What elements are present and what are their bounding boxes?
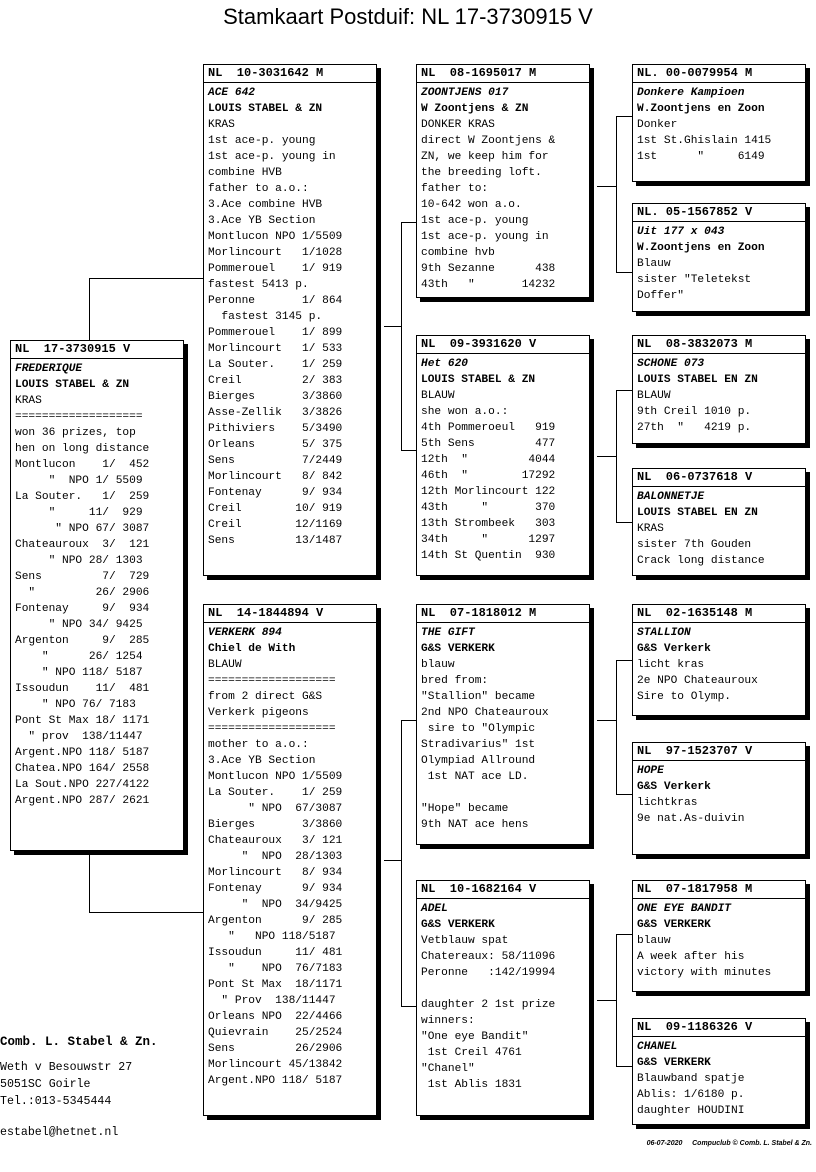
pigeon-name: ACE 642 bbox=[208, 87, 255, 99]
info-line: 13th Strombeek 303 bbox=[421, 518, 556, 530]
info-line: Montlucon 1/ 452 bbox=[15, 459, 150, 471]
pigeon-card-ff-father bbox=[632, 64, 806, 182]
info-line: 1st St.Ghislain 1415 bbox=[637, 135, 772, 147]
info-line: Bierges 3/3860 bbox=[208, 391, 343, 403]
info-line: Issoudun 11/ 481 bbox=[15, 683, 150, 695]
info-line: 5th Sens 477 bbox=[421, 438, 556, 450]
info-line: " 26/ 1254 bbox=[15, 651, 143, 663]
connector bbox=[89, 278, 90, 340]
info-line: fastest 3145 p. bbox=[208, 311, 323, 323]
connector bbox=[597, 186, 616, 187]
info-line: Vetblauw spat bbox=[421, 935, 509, 947]
info-line: Sens 26/2906 bbox=[208, 1043, 343, 1055]
pigeon-name: ZOONTJENS 017 bbox=[421, 87, 509, 99]
info-line: "One eye Bandit" bbox=[421, 1031, 529, 1043]
breeder-name: W Zoontjens & ZN bbox=[421, 103, 529, 115]
info-line: Olympiad Allround bbox=[421, 755, 536, 767]
info-line: Pommerouel 1/ 919 bbox=[208, 263, 343, 275]
connector bbox=[616, 390, 617, 522]
info-line: Morlincourt 45/13842 bbox=[208, 1059, 343, 1071]
ring-number: NL 17-3730915 V bbox=[11, 341, 183, 359]
info-line: Ablis: 1/6180 p. bbox=[637, 1089, 745, 1101]
owner-name: Comb. L. Stabel & Zn. bbox=[0, 1035, 158, 1049]
info-line: La Sout.NPO 227/4122 bbox=[15, 779, 150, 791]
connector bbox=[401, 222, 402, 450]
info-line: BLAUW bbox=[208, 659, 242, 671]
pigeon-card-father bbox=[203, 64, 377, 576]
ring-number: NL 09-3931620 V bbox=[417, 336, 589, 354]
info-line: winners: bbox=[421, 1015, 475, 1027]
info-line: 9th Sezanne 438 bbox=[421, 263, 556, 275]
info-line: 1st ace-p. young in bbox=[421, 231, 549, 243]
info-line: 9th NAT ace hens bbox=[421, 819, 529, 831]
info-line: Argent.NPO 118/ 5187 bbox=[208, 1075, 343, 1087]
info-line: direct W Zoontjens & bbox=[421, 135, 556, 147]
info-line: " NPO 67/ 3087 bbox=[15, 523, 150, 535]
info-line: Peronne :142/19994 bbox=[421, 967, 556, 979]
info-line: lichtkras bbox=[637, 797, 698, 809]
pigeon-card-fm-mother bbox=[632, 468, 806, 576]
info-line: Argent.NPO 287/ 2621 bbox=[15, 795, 150, 807]
pigeon-card-mother bbox=[203, 604, 377, 1116]
info-line: Asse-Zellik 3/3826 bbox=[208, 407, 343, 419]
info-line: " Prov 138/11447 bbox=[208, 995, 336, 1007]
info-line: daughter HOUDINI bbox=[637, 1105, 745, 1117]
info-line: Blauwband spatje bbox=[637, 1073, 745, 1085]
owner-tel: Tel.:013-5345444 bbox=[0, 1095, 112, 1108]
breeder-name: G&S VERKERK bbox=[637, 1057, 711, 1069]
info-line: 10-642 won a.o. bbox=[421, 199, 522, 211]
info-line: Argenton 9/ 285 bbox=[208, 915, 343, 927]
connector bbox=[384, 860, 401, 861]
pigeon-name: SCHONE 073 bbox=[637, 358, 705, 370]
connector bbox=[89, 912, 204, 913]
info-line: Pont St Max 18/1171 bbox=[208, 979, 343, 991]
footer bbox=[647, 1140, 812, 1147]
info-line: 12th " 4044 bbox=[421, 454, 556, 466]
info-line: Verkerk pigeons bbox=[208, 707, 309, 719]
pigeon-card-father-mother bbox=[416, 335, 590, 576]
info-line: Pithiviers 5/3490 bbox=[208, 423, 343, 435]
pigeon-card-mm-father bbox=[632, 880, 806, 992]
info-line: 3.Ace combine HVB bbox=[208, 199, 323, 211]
info-line: Fontenay 9/ 934 bbox=[208, 487, 343, 499]
info-line: BLAUW bbox=[637, 390, 671, 402]
pigeon-name: ADEL bbox=[421, 903, 448, 915]
pigeon-name: CHANEL bbox=[637, 1041, 678, 1053]
info-line: daughter 2 1st prize bbox=[421, 999, 556, 1011]
info-line: Issoudun 11/ 481 bbox=[208, 947, 343, 959]
ring-number: NL 10-3031642 M bbox=[204, 65, 376, 83]
info-line: hen on long distance bbox=[15, 443, 150, 455]
ring-number: NL 09-1186326 V bbox=[633, 1019, 805, 1037]
connector bbox=[401, 720, 402, 1006]
info-line: DONKER KRAS bbox=[421, 119, 495, 131]
info-line: 4th Pommeroeul 919 bbox=[421, 422, 556, 434]
info-line: from 2 direct G&S bbox=[208, 691, 323, 703]
info-line: fastest 5413 p. bbox=[208, 279, 309, 291]
info-line: blauw bbox=[637, 935, 671, 947]
info-line: Chateauroux 3/ 121 bbox=[208, 835, 343, 847]
info-line: " NPO 76/7183 bbox=[208, 963, 343, 975]
info-line: "Hope" became bbox=[421, 803, 509, 815]
breeder-name: G&S VERKERK bbox=[421, 919, 495, 931]
breeder-name: LOUIS STABEL & ZN bbox=[15, 379, 130, 391]
info-line: Crack long distance bbox=[637, 555, 765, 567]
connector bbox=[401, 450, 417, 451]
info-line: Donker bbox=[637, 119, 678, 131]
pigeon-name: HOPE bbox=[637, 765, 664, 777]
connector bbox=[401, 720, 417, 721]
info-line: " NPO 118/ 5187 bbox=[15, 667, 143, 679]
info-line: 2nd NPO Chateauroux bbox=[421, 707, 549, 719]
info-line: 14th St Quentin 930 bbox=[421, 550, 556, 562]
info-line: licht kras bbox=[637, 659, 705, 671]
ring-number: NL 07-1817958 M bbox=[633, 881, 805, 899]
info-line: Bierges 3/3860 bbox=[208, 819, 343, 831]
info-line: Morlincourt 1/ 533 bbox=[208, 343, 343, 355]
pigeon-name: BALONNETJE bbox=[637, 491, 705, 503]
info-line: mother to a.o.: bbox=[208, 739, 309, 751]
ring-number: NL 08-1695017 M bbox=[417, 65, 589, 83]
info-line: 1st ace-p. young in bbox=[208, 151, 336, 163]
info-line: " prov 138/11447 bbox=[15, 731, 143, 743]
info-line: combine hvb bbox=[421, 247, 495, 259]
pigeon-card-mother-mother bbox=[416, 880, 590, 1116]
info-line: Creil 10/ 919 bbox=[208, 503, 343, 515]
connector bbox=[616, 116, 617, 272]
info-line bbox=[421, 981, 585, 997]
info-line: 27th " 4219 p. bbox=[637, 422, 752, 434]
owner-address: Weth v Besouwstr 27 bbox=[0, 1061, 133, 1074]
connector bbox=[597, 1000, 616, 1001]
pigeon-card-mm-mother bbox=[632, 1018, 806, 1125]
info-line: KRAS bbox=[208, 119, 235, 131]
ring-number: NL. 05-1567852 V bbox=[633, 204, 805, 222]
info-line: BLAUW bbox=[421, 390, 455, 402]
info-line: 1st Ablis 1831 bbox=[421, 1079, 522, 1091]
info-line: sire to "Olympic bbox=[421, 723, 536, 735]
pigeon-card-mf-mother bbox=[632, 742, 806, 855]
info-line: Creil 12/1169 bbox=[208, 519, 343, 531]
pigeon-name: THE GIFT bbox=[421, 627, 475, 639]
pigeon-card-ff-mother bbox=[632, 203, 806, 312]
pigeon-card-main bbox=[10, 340, 184, 851]
breeder-name: Chiel de With bbox=[208, 643, 296, 655]
info-line: La Souter. 1/ 259 bbox=[208, 359, 343, 371]
info-line: 3.Ace YB Section bbox=[208, 755, 316, 767]
info-line: 9e nat.As-duivin bbox=[637, 813, 745, 825]
info-line: Chatea.NPO 164/ 2558 bbox=[15, 763, 150, 775]
info-line: Morlincourt 1/1028 bbox=[208, 247, 343, 259]
page-title: Stamkaart Postduif: NL 17-3730915 V bbox=[223, 4, 593, 29]
info-line: sister 7th Gouden bbox=[637, 539, 752, 551]
info-line: 1st ace-p. young bbox=[208, 135, 316, 147]
info-line: Fontenay 9/ 934 bbox=[208, 883, 343, 895]
connector bbox=[616, 934, 617, 1066]
info-line: 1st ace-p. young bbox=[421, 215, 529, 227]
owner-block bbox=[0, 1034, 158, 1141]
info-line: ZN, we keep him for bbox=[421, 151, 549, 163]
connector bbox=[384, 326, 401, 327]
info-line: Creil 2/ 383 bbox=[208, 375, 343, 387]
info-line: =================== bbox=[15, 411, 143, 423]
info-line: La Souter. 1/ 259 bbox=[208, 787, 343, 799]
info-line: " NPO 1/ 5509 bbox=[15, 475, 143, 487]
info-line: " NPO 34/9425 bbox=[208, 899, 343, 911]
ring-number: NL. 00-0079954 M bbox=[633, 65, 805, 83]
info-line: father to a.o.: bbox=[208, 183, 309, 195]
info-line: Blauw bbox=[637, 258, 671, 270]
info-line: 2e NPO Chateauroux bbox=[637, 675, 758, 687]
info-line: Sens 13/1487 bbox=[208, 535, 343, 547]
info-line: Morlincourt 8/ 842 bbox=[208, 471, 343, 483]
info-line: Argenton 9/ 285 bbox=[15, 635, 150, 647]
info-line: " 11/ 929 bbox=[15, 507, 143, 519]
ring-number: NL 02-1635148 M bbox=[633, 605, 805, 623]
connector bbox=[597, 456, 616, 457]
info-line: combine HVB bbox=[208, 167, 282, 179]
info-line: victory with minutes bbox=[637, 967, 772, 979]
info-line: 43th " 14232 bbox=[421, 279, 556, 291]
info-line: 46th " 17292 bbox=[421, 470, 556, 482]
info-line: A week after his bbox=[637, 951, 745, 963]
connector bbox=[616, 794, 632, 795]
pigeon-name: STALLION bbox=[637, 627, 691, 639]
footer-date: 06-07-2020 bbox=[646, 1140, 683, 1147]
info-line: Pommerouel 1/ 899 bbox=[208, 327, 343, 339]
info-line: Fontenay 9/ 934 bbox=[15, 603, 150, 615]
info-line: Sire to Olymp. bbox=[637, 691, 731, 703]
pigeon-name: Donkere Kampioen bbox=[637, 87, 745, 99]
connector bbox=[616, 390, 632, 391]
breeder-name: G&S Verkerk bbox=[637, 781, 711, 793]
breeder-name: W.Zoontjens en Zoon bbox=[637, 103, 765, 115]
info-line: 9th Creil 1010 p. bbox=[637, 406, 752, 418]
info-line: 1st Creil 4761 bbox=[421, 1047, 522, 1059]
connector bbox=[616, 660, 617, 794]
pigeon-card-mf-father bbox=[632, 604, 806, 716]
owner-email: estabel@hetnet.nl bbox=[0, 1126, 119, 1139]
connector bbox=[89, 851, 90, 912]
owner-city: 5051SC Goirle bbox=[0, 1078, 91, 1091]
connector bbox=[597, 720, 616, 721]
info-line: Chateauroux 3/ 121 bbox=[15, 539, 150, 551]
info-line: " NPO 118/5187 bbox=[208, 931, 336, 943]
pigeon-name: Het 620 bbox=[421, 358, 468, 370]
pigeon-name: ONE EYE BANDIT bbox=[637, 903, 731, 915]
breeder-name: G&S VERKERK bbox=[637, 919, 711, 931]
info-line: 1st " 6149 bbox=[637, 151, 765, 163]
info-line: " 26/ 2906 bbox=[15, 587, 150, 599]
info-line: Sens 7/2449 bbox=[208, 455, 343, 467]
connector bbox=[616, 934, 632, 935]
info-line: La Souter. 1/ 259 bbox=[15, 491, 150, 503]
info-line: Pont St Max 18/ 1171 bbox=[15, 715, 150, 727]
breeder-name: LOUIS STABEL EN ZN bbox=[637, 374, 758, 386]
info-line: " NPO 28/1303 bbox=[208, 851, 343, 863]
info-line: blauw bbox=[421, 659, 455, 671]
info-line: Stradivarius" 1st bbox=[421, 739, 536, 751]
pigeon-name: VERKERK 894 bbox=[208, 627, 282, 639]
info-line bbox=[421, 785, 585, 801]
connector bbox=[616, 116, 632, 117]
info-line: Quievrain 25/2524 bbox=[208, 1027, 343, 1039]
info-line: Doffer" bbox=[637, 290, 684, 302]
info-line: won 36 prizes, top bbox=[15, 427, 136, 439]
pigeon-card-father-father bbox=[416, 64, 590, 298]
breeder-name: LOUIS STABEL EN ZN bbox=[637, 507, 758, 519]
info-line: bred from: bbox=[421, 675, 489, 687]
info-line: Montlucon NPO 1/5509 bbox=[208, 771, 343, 783]
breeder-name: G&S Verkerk bbox=[637, 643, 711, 655]
ring-number: NL 08-3832073 M bbox=[633, 336, 805, 354]
breeder-name: LOUIS STABEL & ZN bbox=[421, 374, 536, 386]
info-line: Peronne 1/ 864 bbox=[208, 295, 343, 307]
info-line: "Chanel" bbox=[421, 1063, 475, 1075]
ring-number: NL 97-1523707 V bbox=[633, 743, 805, 761]
pigeon-name: FREDERIQUE bbox=[15, 363, 83, 375]
info-line: Orleans NPO 22/4466 bbox=[208, 1011, 343, 1023]
connector bbox=[89, 278, 204, 279]
info-line: 34th " 1297 bbox=[421, 534, 556, 546]
connector bbox=[616, 522, 632, 523]
footer-credit: Compuclub © Comb. L. Stabel & Zn. bbox=[692, 1140, 812, 1147]
info-line: Chatereaux: 58/11096 bbox=[421, 951, 556, 963]
connector bbox=[401, 222, 417, 223]
pigeon-card-fm-father bbox=[632, 335, 806, 444]
info-line: she won a.o.: bbox=[421, 406, 509, 418]
info-line: " NPO 34/ 9425 bbox=[15, 619, 143, 631]
breeder-name: G&S VERKERK bbox=[421, 643, 495, 655]
info-line: 12th Morlincourt 122 bbox=[421, 486, 556, 498]
info-line: KRAS bbox=[637, 523, 664, 535]
info-line: "Stallion" became bbox=[421, 691, 536, 703]
info-line: =================== bbox=[208, 675, 336, 687]
info-line: the breeding loft. bbox=[421, 167, 542, 179]
ring-number: NL 07-1818012 M bbox=[417, 605, 589, 623]
info-line: Orleans 5/ 375 bbox=[208, 439, 343, 451]
ring-number: NL 14-1844894 V bbox=[204, 605, 376, 623]
info-line: =================== bbox=[208, 723, 336, 735]
ring-number: NL 06-0737618 V bbox=[633, 469, 805, 487]
info-line: 3.Ace YB Section bbox=[208, 215, 316, 227]
info-line: Sens 7/ 729 bbox=[15, 571, 150, 583]
info-line: " NPO 76/ 7183 bbox=[15, 699, 136, 711]
info-line: 1st NAT ace LD. bbox=[421, 771, 529, 783]
info-line: " NPO 28/ 1303 bbox=[15, 555, 143, 567]
info-line: father to: bbox=[421, 183, 489, 195]
connector bbox=[616, 660, 632, 661]
info-line: KRAS bbox=[15, 395, 42, 407]
pigeon-name: Uit 177 x 043 bbox=[637, 226, 725, 238]
info-line: Morlincourt 8/ 934 bbox=[208, 867, 343, 879]
breeder-name: W.Zoontjens en Zoon bbox=[637, 242, 765, 254]
connector bbox=[616, 1066, 632, 1067]
ring-number: NL 10-1682164 V bbox=[417, 881, 589, 899]
info-line: 43th " 370 bbox=[421, 502, 556, 514]
info-line: sister "Teletekst bbox=[637, 274, 752, 286]
info-line: Montlucon NPO 1/5509 bbox=[208, 231, 343, 243]
connector bbox=[616, 272, 632, 273]
connector bbox=[401, 1006, 417, 1007]
info-line: " NPO 67/3087 bbox=[208, 803, 343, 815]
pigeon-card-mother-father bbox=[416, 604, 590, 845]
breeder-name: LOUIS STABEL & ZN bbox=[208, 103, 323, 115]
info-line: Argent.NPO 118/ 5187 bbox=[15, 747, 150, 759]
